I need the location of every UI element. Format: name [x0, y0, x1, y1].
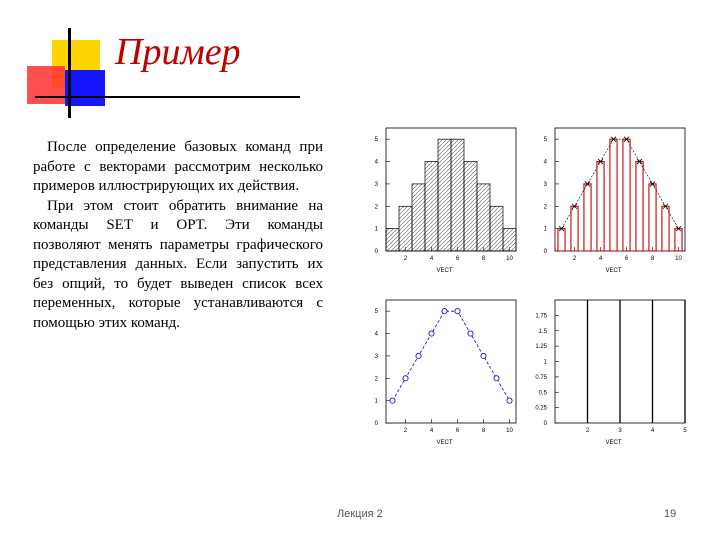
- x-tick-label: 2: [403, 256, 408, 262]
- deco-horizontal-line: [35, 96, 300, 98]
- paragraph-2: При этом стоит обратить внимание на команды SET и OPT. Эти команды позволяют менять параметры графического представления данных. Если запустить их без опций, то будет выведен список всех переменных, которые устанавливаются с помощью этих команд.: [33, 197, 323, 331]
- y-tick-label: 0: [543, 421, 547, 427]
- red-bar: [610, 139, 617, 251]
- y-tick-label: 0: [543, 249, 547, 255]
- data-point: [403, 376, 408, 381]
- body-text: [33, 138, 323, 333]
- x-tick-label: 10: [675, 256, 682, 262]
- red-bar: [571, 206, 578, 251]
- y-tick-label: 1.25: [535, 344, 547, 351]
- footer-lecture: Лекция 2: [337, 508, 383, 520]
- chart-blue-line-svg: [366, 292, 526, 457]
- histogram-bar: [503, 229, 516, 251]
- x-axis-label: VECT: [605, 440, 622, 446]
- red-bar: [584, 184, 591, 251]
- data-point: [507, 398, 512, 403]
- red-bar: [662, 206, 669, 251]
- data-point: [468, 331, 473, 336]
- deco-red-square: [27, 66, 65, 104]
- x-tick-label: 4: [429, 428, 434, 434]
- chart-hatched-histogram-svg: [366, 120, 526, 280]
- x-tick-label: 8: [650, 256, 655, 262]
- red-bar: [623, 139, 630, 251]
- y-tick-label: 0.25: [535, 405, 547, 412]
- y-tick-label: 5: [543, 137, 547, 144]
- slide-title: Пример: [115, 31, 241, 73]
- y-tick-label: 3: [543, 181, 547, 188]
- x-tick-label: 6: [455, 256, 460, 262]
- x-tick-label: 3: [618, 428, 622, 434]
- x-tick-label: 2: [403, 428, 408, 434]
- x-axis-label: VECT: [436, 440, 453, 446]
- x-tick-label: 4: [650, 428, 655, 434]
- chart-red-bars-svg: [535, 120, 695, 280]
- data-point: [455, 309, 460, 314]
- histogram-bar: [399, 206, 412, 251]
- histogram-bar: [412, 184, 425, 251]
- red-bar: [649, 184, 656, 251]
- footer-page-number: 19: [664, 508, 677, 520]
- x-tick-label: 4: [598, 256, 603, 262]
- y-tick-label: 1.5: [538, 328, 547, 335]
- y-tick-label: 2: [374, 376, 378, 383]
- y-tick-label: 1.75: [535, 313, 547, 320]
- histogram-bar: [477, 184, 490, 251]
- y-tick-label: 4: [374, 331, 378, 338]
- y-tick-label: 0: [374, 249, 378, 255]
- x-tick-label: 4: [429, 256, 434, 262]
- histogram-bar: [451, 139, 464, 251]
- y-tick-label: 2: [543, 204, 547, 211]
- histogram-bar: [438, 139, 451, 251]
- y-tick-label: 4: [374, 159, 378, 166]
- data-point: [429, 331, 434, 336]
- red-bar: [597, 162, 604, 251]
- y-tick-label: 3: [374, 353, 378, 360]
- data-point: [416, 353, 421, 358]
- data-point: [442, 309, 447, 314]
- y-tick-label: 5: [374, 137, 378, 144]
- deco-vertical-line: [68, 28, 71, 118]
- x-tick-label: 6: [624, 256, 629, 262]
- y-tick-label: 0.75: [535, 374, 547, 381]
- data-point: [481, 353, 486, 358]
- data-point: [494, 376, 499, 381]
- chart-hatched-histogram: [366, 120, 526, 280]
- plot-frame: [555, 128, 685, 251]
- x-tick-label: 2: [572, 256, 577, 262]
- x-tick-label: 6: [455, 428, 460, 434]
- x-axis-label: VECT: [605, 268, 622, 274]
- histogram-bar: [464, 162, 477, 251]
- plot-frame: [386, 300, 516, 423]
- red-bar: [558, 229, 565, 251]
- y-tick-label: 4: [543, 159, 547, 166]
- chart-red-bars: [535, 120, 695, 280]
- x-tick-label: 8: [481, 428, 486, 434]
- chart-spikes-svg: [535, 292, 695, 457]
- y-tick-label: 1: [374, 226, 378, 233]
- y-tick-label: 1: [374, 398, 378, 405]
- series-line: [393, 311, 510, 400]
- data-point: [390, 398, 395, 403]
- y-tick-label: 0: [374, 421, 378, 427]
- y-tick-label: 2: [374, 204, 378, 211]
- y-tick-label: 5: [374, 309, 378, 316]
- histogram-bar: [386, 229, 399, 251]
- y-tick-label: 0.5: [538, 390, 547, 397]
- chart-blue-line: [366, 292, 526, 457]
- histogram-bar: [490, 206, 503, 251]
- x-tick-label: 10: [506, 428, 513, 434]
- chart-spikes: [535, 292, 695, 457]
- x-tick-label: 10: [506, 256, 513, 262]
- red-bar: [636, 162, 643, 251]
- x-tick-label: 2: [585, 428, 590, 434]
- x-tick-label: 8: [481, 256, 486, 262]
- y-tick-label: 1: [543, 359, 547, 366]
- x-tick-label: 5: [683, 428, 687, 434]
- x-axis-label: VECT: [436, 268, 453, 274]
- y-tick-label: 3: [374, 181, 378, 188]
- y-tick-label: 1: [543, 226, 547, 233]
- connecting-line: [562, 139, 679, 228]
- histogram-bar: [425, 162, 438, 251]
- deco-blue-square: [65, 70, 105, 106]
- paragraph-1: После определение базовых команд при работе с векторами рассмотрим несколько примеров иллюстрирующих их действия.: [33, 139, 323, 194]
